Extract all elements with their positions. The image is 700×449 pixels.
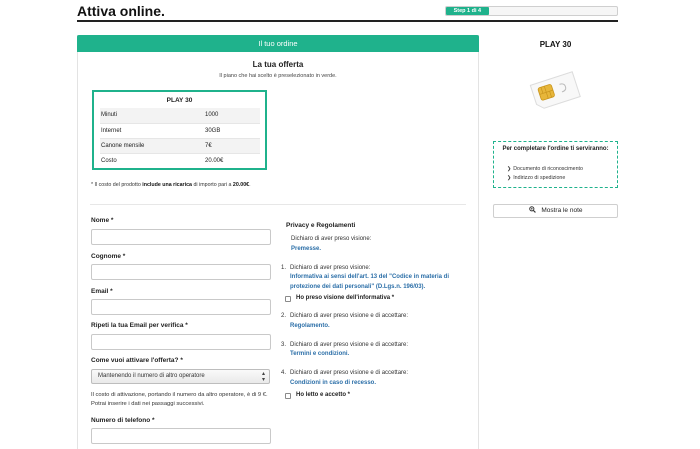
chevron-right-icon: ❯ — [507, 175, 512, 181]
plan-details-table — [100, 108, 260, 168]
activation-label: Come vuoi attivare l'offerta? * — [91, 357, 183, 364]
email-repeat-input[interactable] — [91, 334, 271, 350]
docs-item-label: Documento di riconoscimento — [513, 166, 583, 172]
informativa-checkbox[interactable] — [285, 296, 291, 302]
footnote-text: * Il costo del prodotto — [91, 182, 143, 188]
list-item — [507, 166, 583, 172]
activation-selected-value: Mantenendo il numero di altro operatore — [98, 373, 205, 379]
price-footnote — [91, 182, 251, 188]
plan-row-value: 30GB — [205, 123, 260, 138]
recesso-link[interactable]: Condizioni in caso di recesso. — [290, 380, 377, 386]
table-row — [100, 123, 260, 138]
plan-row-value: 1000 — [205, 108, 260, 123]
magnifier-icon — [529, 207, 538, 214]
informativa-checkbox-label[interactable]: Ho preso visione dell'informativa * — [296, 295, 395, 301]
footnote-bold: include una ricarica — [142, 182, 192, 188]
step-progress-fill: Step 1 di 4 — [446, 7, 489, 15]
email-input[interactable] — [91, 299, 271, 315]
surname-input[interactable] — [91, 264, 271, 280]
activation-select[interactable] — [91, 369, 270, 384]
plan-row-label: Minuti — [100, 108, 205, 123]
header-divider — [77, 20, 618, 22]
table-row — [100, 153, 260, 168]
show-notes-label: Mostra le note — [541, 207, 583, 214]
accetto-checkbox[interactable] — [285, 393, 291, 399]
activation-note: Il costo di attivazione, portando il numero da altro operatore, è di 9 €. Potrai inserire i dati nei passaggi successivi. — [91, 392, 268, 407]
footnote-amount: 20.00€ — [232, 182, 250, 188]
name-input[interactable] — [91, 229, 271, 245]
privacy-item-text: Dichiaro di aver preso visione e di accettare: — [290, 313, 409, 319]
name-label: Nome * — [91, 217, 114, 224]
plan-row-label: Internet — [100, 123, 205, 138]
required-documents-box — [493, 141, 618, 188]
plan-row-label: Costo — [100, 153, 205, 168]
sim-card-icon — [525, 70, 585, 110]
chevron-right-icon: ❯ — [507, 166, 512, 172]
regolamento-link[interactable]: Regolamento. — [290, 323, 330, 329]
plan-row-value: 20.00€ — [205, 153, 260, 168]
privacy-item-text: Dichiaro di aver preso visione e di accettare: — [290, 342, 409, 348]
phone-input[interactable] — [91, 428, 271, 444]
table-row — [100, 108, 260, 123]
docs-item-label: Indirizzo di spedizione — [513, 175, 566, 181]
footnote-text: . — [249, 182, 251, 188]
select-updown-icon: ▴ ▾ — [261, 371, 265, 383]
table-row — [100, 138, 260, 153]
footnote-text: di importo pari a — [192, 182, 233, 188]
privacy-item-number: 2. — [281, 313, 287, 319]
premise-link[interactable]: Premesse. — [291, 246, 322, 252]
plan-row-label: Canone mensile — [100, 138, 205, 153]
email-label: Email * — [91, 288, 113, 295]
privacy-title: Privacy e Regolamenti — [286, 222, 356, 229]
plan-name: PLAY 30 — [166, 97, 193, 104]
email-repeat-label: Ripeti la tua Email per verifica * — [91, 322, 188, 329]
show-notes-button[interactable] — [493, 204, 618, 218]
section-divider — [90, 204, 466, 205]
accetto-checkbox-label[interactable]: Ho letto e accetto * — [296, 392, 351, 398]
privacy-item-number: 3. — [281, 342, 287, 348]
surname-label: Cognome * — [91, 253, 126, 260]
order-panel-title: Il tuo ordine — [77, 35, 479, 52]
phone-label: Numero di telefono * — [91, 417, 155, 424]
plan-row-value: 7€ — [205, 138, 260, 153]
informativa-link[interactable]: Informativa ai sensi dell'art. 13 del "Codice in materia di protezione dei dati personali" (D.Lgs.n. 196/03). — [290, 274, 449, 290]
site-title: Attiva online. — [77, 3, 165, 19]
list-item — [507, 175, 565, 181]
plan-card[interactable] — [92, 90, 267, 170]
privacy-item-text: Dichiaro di aver preso visione: — [290, 265, 371, 271]
privacy-item-number: 4. — [281, 370, 287, 376]
privacy-item-number: 1. — [281, 265, 287, 271]
premise-text: Dichiaro di aver preso visione: — [291, 236, 372, 242]
termini-link[interactable]: Termini e condizioni. — [290, 351, 350, 357]
privacy-item-text: Dichiaro di aver preso visione e di accettare: — [290, 370, 409, 376]
step-progress-bar — [445, 6, 618, 16]
offer-title: La tua offerta — [252, 60, 304, 69]
docs-title: Per completare l'ordine ti serviranno: — [502, 146, 609, 152]
sidebar-plan-title: PLAY 30 — [539, 40, 572, 49]
offer-subtitle: Il piano che hai scelto è preselezionato in verde. — [219, 73, 337, 79]
